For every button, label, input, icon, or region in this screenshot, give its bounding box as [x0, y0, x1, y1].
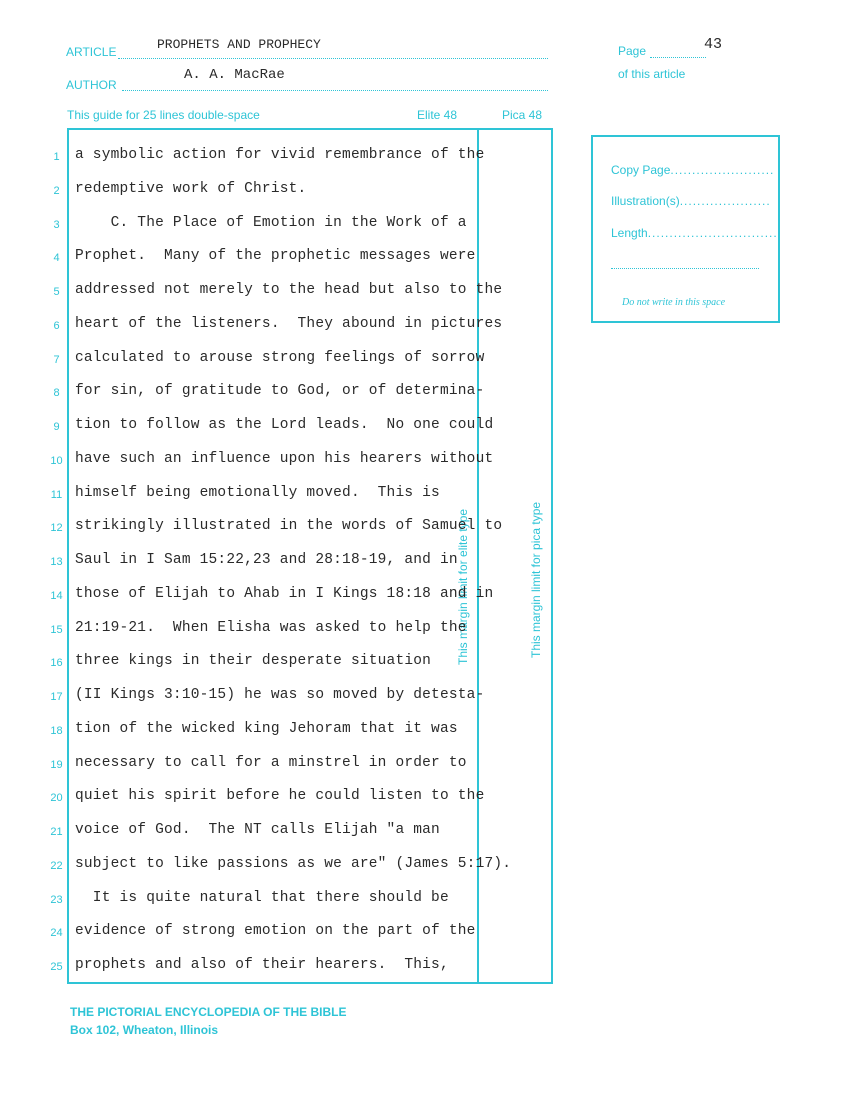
author-name: A. A. MacRae — [184, 67, 285, 83]
do-not-write-note: Do not write in this space — [622, 297, 726, 308]
line-number: 23 — [50, 893, 63, 906]
typed-line: for sin, of gratitude to God, or of determina- — [75, 383, 485, 400]
typed-line: tion to follow as the Lord leads. No one could — [75, 417, 494, 433]
typed-line: Prophet. Many of the prophetic messages were — [75, 248, 476, 265]
line-number: 2 — [53, 184, 60, 197]
copy-page-row: Copy Page........................ — [611, 163, 775, 177]
typed-line: voice of God. The NT calls Elijah "a man — [75, 822, 440, 838]
frame-left-border — [67, 128, 69, 984]
author-label: AUTHOR — [66, 78, 117, 92]
length-label: Length — [611, 226, 648, 240]
illustrations-row: Illustration(s)..................... — [611, 194, 771, 208]
elite-label: Elite 48 — [417, 108, 458, 122]
line-number: 10 — [50, 454, 63, 467]
page-number: 43 — [704, 36, 723, 53]
typed-line: (II Kings 3:10-15) he was so moved by detesta- — [75, 687, 485, 703]
blank-dotted-line — [611, 268, 759, 269]
typed-line: 21:19-21. When Elisha was asked to help the — [75, 619, 467, 636]
typed-line: tion of the wicked king Jehoram that it was — [75, 720, 458, 737]
line-number: 7 — [53, 353, 60, 366]
copy-page-label: Copy Page — [611, 163, 671, 177]
footer-publisher: THE PICTORIAL ENCYCLOPEDIA OF THE BIBLE — [70, 1005, 347, 1019]
footer-address: Box 102, Wheaton, Illinois — [70, 1023, 219, 1037]
page-dotted-line — [650, 57, 706, 58]
editor-box — [591, 135, 783, 323]
line-number: 11 — [50, 488, 63, 501]
line-number: 20 — [50, 792, 63, 805]
typed-line: prophets and also of their hearers. This, — [75, 957, 449, 973]
typed-line: those of Elijah to Ahab in I Kings 18:18 and in — [75, 585, 494, 602]
line-number: 22 — [50, 859, 63, 872]
typed-line: subject to like passions as we are" (James 5:17). — [75, 855, 512, 872]
author-dotted-line — [122, 90, 548, 91]
line-number: 1 — [53, 151, 60, 163]
frame-bottom-border — [67, 982, 553, 984]
typed-line: addressed not merely to the head but also to the — [75, 282, 503, 298]
pica-margin-line — [551, 128, 553, 984]
line-number: 14 — [50, 589, 63, 602]
of-article-label: of this article — [618, 67, 686, 81]
elite-margin-note: This margin limit for elite type — [456, 508, 470, 665]
typed-line: quiet his spirit before he could listen to the — [75, 788, 485, 805]
frame-top-border — [67, 128, 553, 130]
line-number: 6 — [53, 319, 60, 332]
article-title: PROPHETS AND PROPHECY — [157, 37, 321, 52]
line-number: 13 — [50, 556, 63, 568]
typed-line: himself being emotionally moved. This is — [75, 484, 440, 501]
typed-line: evidence of strong emotion on the part of the — [75, 923, 476, 940]
typed-line: have such an influence upon his hearers without — [75, 450, 494, 467]
line-number: 9 — [53, 421, 60, 433]
line-number: 21 — [50, 826, 63, 838]
line-number: 17 — [50, 691, 63, 703]
typed-line: three kings in their desperate situation — [75, 653, 432, 670]
illustrations-label: Illustration(s) — [611, 194, 680, 208]
line-number: 15 — [50, 623, 63, 636]
typed-line: strikingly illustrated in the words of Samuel to — [75, 518, 503, 535]
pica-label: Pica 48 — [502, 108, 543, 122]
length-row: Length............................... — [611, 226, 783, 240]
typed-line: Saul in I Sam 15:22,23 and 28:18-19, and in — [75, 552, 458, 568]
line-number: 3 — [53, 218, 60, 231]
line-number: 4 — [53, 252, 60, 265]
line-number: 18 — [50, 724, 63, 737]
line-number: 25 — [50, 961, 63, 973]
guide-text: This guide for 25 lines double-space — [67, 108, 260, 122]
typed-line: heart of the listeners. They abound in pictures — [75, 315, 503, 332]
typed-line: C. The Place of Emotion in the Work of a — [75, 214, 467, 231]
typed-line: redemptive work of Christ. — [75, 180, 307, 197]
typed-line: It is quite natural that there should be — [75, 889, 449, 906]
line-number: 12 — [50, 522, 63, 535]
typed-line: calculated to arouse strong feelings of sorrow — [75, 349, 485, 366]
line-number: 19 — [50, 758, 63, 771]
article-dotted-line — [118, 58, 548, 59]
line-number: 16 — [50, 657, 63, 670]
line-number: 5 — [53, 286, 60, 298]
pica-margin-note: This margin limit for pica type — [529, 501, 543, 658]
page-label: Page — [618, 44, 647, 58]
typed-line: a symbolic action for vivid remembrance of the — [75, 147, 485, 163]
article-label: ARTICLE — [66, 45, 117, 59]
line-number: 24 — [50, 927, 63, 940]
line-number: 8 — [53, 387, 60, 400]
typed-line: necessary to call for a minstrel in order to — [75, 754, 467, 771]
